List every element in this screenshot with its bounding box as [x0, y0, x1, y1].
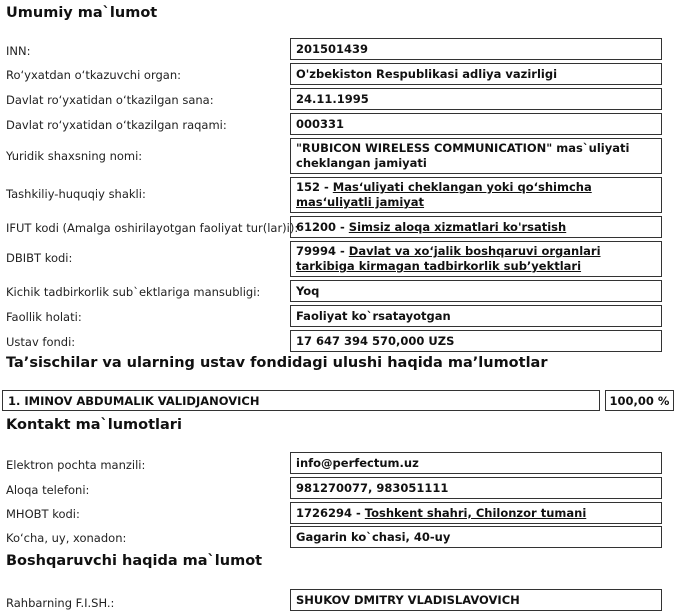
address-text: Gagarin ko`chasi, 40-uy — [296, 529, 451, 544]
dbibt-value — [290, 241, 662, 277]
small-business-label: Kichik tadbirkorlik sub`ektlariga mansubligi: — [6, 285, 261, 299]
legal-form-code: 152 - — [296, 180, 333, 194]
mhobt-code: 1726294 - — [296, 505, 365, 520]
reg-date-text: 24.11.1995 — [296, 91, 369, 106]
activity-status-label: Faollik holati: — [6, 310, 82, 324]
address-label: Ko‘cha, uy, xonadon: — [6, 531, 127, 545]
manager-name-label: Rahbarning F.I.SH.: — [6, 596, 115, 610]
general-info-heading: Umumiy ma`lumot — [6, 5, 158, 21]
dbibt-link[interactable]: Davlat va xo‘jalik boshqaruvi organlari tarkibiga kirmagan tadbirkorlik sub’yektlari — [296, 244, 601, 273]
phone-label: Aloqa telefoni: — [6, 483, 90, 497]
inn-text: 201501439 — [296, 41, 369, 56]
legal-name-label: Yuridik shaxsning nomi: — [6, 149, 143, 163]
legal-name-value — [290, 138, 662, 174]
small-business-value — [290, 280, 662, 302]
founder-name: 1. IMINOV ABDUMALIK VALIDJANOVICH — [2, 390, 600, 411]
founders-heading: Ta’sischilar va ularning ustav fondidagi ulushi haqida ma’lumotlar — [6, 355, 548, 371]
legal-name-text: "RUBICON WIRELESS COMMUNICATION" mas`uliyati cheklangan jamiyati — [296, 141, 630, 170]
phone-value — [290, 477, 662, 499]
organ-text: O'zbekiston Respublikasi adliya vazirligi — [296, 66, 558, 81]
activity-status-value — [290, 305, 662, 327]
email-value — [290, 452, 662, 474]
ifut-label: IFUT kodi (Amalga oshirilayotgan faoliyat tur(lar)i): — [6, 221, 299, 235]
manager-heading: Boshqaruvchi haqida ma`lumot — [6, 553, 263, 569]
inn-value — [290, 38, 662, 60]
contact-heading: Kontakt ma`lumotlari — [6, 417, 182, 433]
reg-number-text: 000331 — [296, 116, 345, 131]
mhobt-link[interactable]: Toshkent shahri, Chilonzor tumani — [364, 505, 587, 520]
email-text[interactable]: info@perfectum.uz — [296, 455, 419, 470]
ifut-code: 61200 - — [296, 219, 349, 234]
email-label: Elektron pochta manzili: — [6, 458, 146, 472]
activity-status-text: Faoliyat ko`rsatayotgan — [296, 308, 451, 323]
inn-label: INN: — [6, 44, 31, 58]
capital-label: Ustav fondi: — [6, 335, 76, 349]
mhobt-label: MHOBT kodi: — [6, 507, 80, 521]
reg-date-label: Davlat ro‘yxatidan o‘tkazilgan sana: — [6, 93, 214, 107]
ifut-link[interactable]: Simsiz aloqa xizmatlari ko'rsatish — [348, 219, 567, 234]
dbibt-code: 79994 - — [296, 244, 349, 258]
organ-value — [290, 63, 662, 85]
mhobt-value — [290, 502, 662, 524]
address-value — [290, 526, 662, 548]
capital-text: 17 647 394 570,000 UZS — [296, 333, 455, 348]
manager-name-value — [290, 589, 662, 611]
dbibt-label: DBIBT kodi: — [6, 251, 73, 265]
reg-number-label: Davlat ro‘yxatidan o‘tkazilgan raqami: — [6, 118, 227, 132]
small-business-text: Yoq — [296, 283, 320, 298]
reg-date-value — [290, 88, 662, 110]
capital-value — [290, 330, 662, 352]
ifut-value — [290, 216, 662, 238]
founder-share: 100,00 % — [605, 390, 674, 411]
phone-text: 981270077, 983051111 — [296, 480, 449, 495]
legal-form-link[interactable]: Mas‘uliyati cheklangan yoki qo‘shimcha mas‘uliyatli jamiyat — [296, 180, 592, 209]
manager-name-text: SHUKOV DMITRY VLADISLAVOVICH — [296, 592, 520, 607]
legal-form-label: Tashkiliy-huquqiy shakli: — [6, 187, 146, 201]
organ-label: Ro‘yxatdan o‘tkazuvchi organ: — [6, 68, 181, 82]
reg-number-value — [290, 113, 662, 135]
legal-form-value — [290, 177, 662, 213]
